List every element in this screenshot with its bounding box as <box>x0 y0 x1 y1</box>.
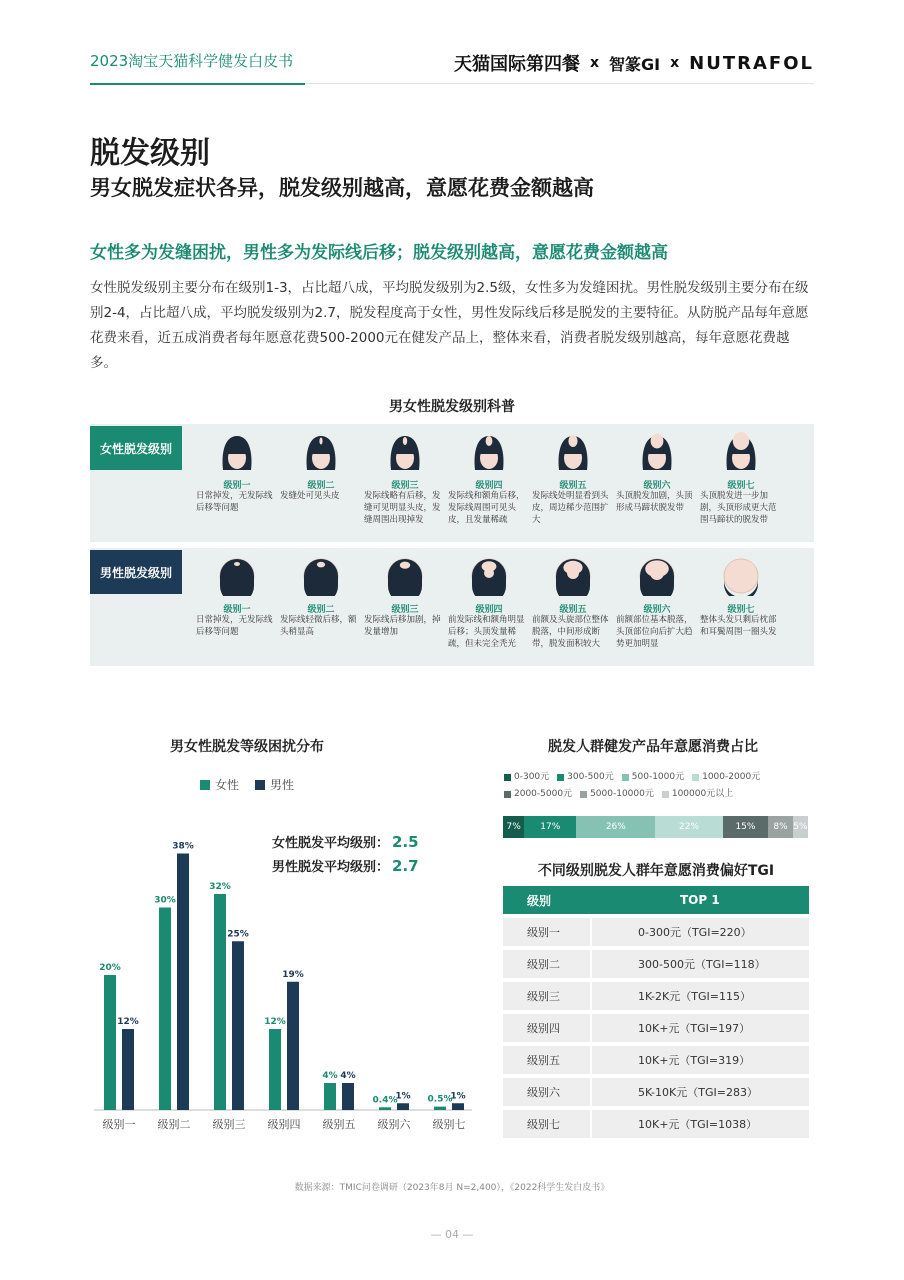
stack-legend-item <box>504 770 549 785</box>
stack-segment: 7% <box>503 816 524 838</box>
female-level-item <box>196 424 280 542</box>
legend-male-swatch <box>255 780 265 790</box>
level-description: 前额部位基本脱落，头顶部位向后扩大趋势更加明显 <box>616 615 693 649</box>
level-name: 级别六 <box>643 481 671 491</box>
tgi-top1-cell: 10K+元（TGI=197） <box>592 1014 809 1042</box>
level-name: 级别七 <box>727 481 755 491</box>
female-level-panel <box>90 424 814 542</box>
tgi-table-row <box>503 1078 809 1106</box>
stack-legend-item <box>557 770 614 785</box>
level-description: 头顶脱发进一步加剧，头顶形成更大范围马蹄状的脱发带 <box>700 491 777 525</box>
tgi-level-cell: 级别五 <box>503 1046 590 1074</box>
female-level-item <box>616 424 700 542</box>
level-description: 发际线和额角后移，发际线周围可见头皮，且发量稀疏 <box>448 491 525 525</box>
stack-segment: 17% <box>524 816 576 838</box>
level-name: 级别四 <box>475 481 503 491</box>
stack-legend-label: 1000-2000元 <box>702 772 761 782</box>
male-bar <box>287 982 299 1110</box>
level-description: 发际线后移加剧，掉发量增加 <box>364 615 441 637</box>
bar-data-label: 1% <box>395 1091 411 1102</box>
level-description: 前额及头旋部位整体脱落，中间形成断带，脱发面积较大 <box>532 615 609 649</box>
female-level-item <box>448 424 532 542</box>
female-bar <box>379 1107 391 1110</box>
tgi-table-body <box>503 918 809 1138</box>
bar-data-label: 38% <box>172 841 194 852</box>
level-description: 整体头发只剩后枕部和耳鬓周围一圈头发 <box>700 615 777 637</box>
female-bar <box>434 1107 446 1110</box>
bar-data-label: 32% <box>209 882 231 892</box>
female-bar <box>214 894 226 1110</box>
tgi-table-row <box>503 982 809 1010</box>
brand-separator: x <box>670 55 680 71</box>
female-panel-tab: 女性脱发级别 <box>90 426 182 470</box>
tgi-level-cell: 级别六 <box>503 1078 590 1106</box>
level-name: 级别五 <box>559 605 587 615</box>
male-head-icon <box>637 556 677 596</box>
section-heading: 女性多为发缝困扰，男性多为发际线后移；脱发级别越高，意愿花费金额越高 <box>90 243 668 263</box>
female-level-item <box>700 424 784 542</box>
tgi-level-cell: 级别七 <box>503 1110 590 1138</box>
bar-data-label: 4% <box>340 1071 356 1081</box>
male-bar <box>177 854 189 1111</box>
x-tick-label: 级别六 <box>377 1118 411 1131</box>
male-bar <box>452 1103 464 1110</box>
male-level-item <box>364 548 448 666</box>
level-description: 发际线略有后移，发缝可见明显头皮，发缝周围出现掉发 <box>364 491 441 525</box>
tgi-level-cell: 级别二 <box>503 950 590 978</box>
tgi-level-cell: 级别三 <box>503 982 590 1010</box>
tgi-table-row <box>503 1110 809 1138</box>
stack-legend-item <box>662 787 733 802</box>
female-head-icon <box>637 432 677 472</box>
female-level-item <box>532 424 616 542</box>
stack-chart-legend <box>504 770 810 804</box>
male-bar <box>122 1029 134 1110</box>
data-source-note: 数据来源：TMIC问卷调研（2023年8月 N=2,400），《2022科学生发白皮书》 <box>294 1183 610 1193</box>
tgi-top1-cell: 5K-10K元（TGI=283） <box>592 1078 809 1106</box>
tgi-table-header <box>503 886 809 914</box>
stack-legend-swatch <box>504 791 511 798</box>
level-name: 级别三 <box>391 605 419 615</box>
page-number: — 04 — <box>430 1228 474 1241</box>
stack-legend-label: 2000-5000元 <box>514 789 573 799</box>
bar-data-label: 12% <box>264 1017 286 1027</box>
tgi-table-row <box>503 1046 809 1074</box>
page-header <box>90 44 814 84</box>
level-name: 级别六 <box>643 605 671 615</box>
female-head-icon <box>217 432 257 472</box>
female-bar <box>159 908 171 1111</box>
stack-segment: 15% <box>723 816 769 838</box>
stack-legend-label: 100000元以上 <box>671 789 734 799</box>
female-bar <box>269 1029 281 1110</box>
level-description: 前发际线和额角明显后移；头顶发量稀疏，但未完全秃光 <box>448 615 525 649</box>
stack-legend-swatch <box>692 774 699 781</box>
male-level-item <box>532 548 616 666</box>
legend-female <box>200 776 239 793</box>
stack-segment: 26% <box>576 816 655 838</box>
male-panel-tab: 男性脱发级别 <box>90 550 182 594</box>
tgi-top1-cell: 300-500元（TGI=118） <box>592 950 809 978</box>
body-paragraph: 女性脱发级别主要分布在级别1-3，占比超八成，平均脱发级别为2.5级，女性多为发缝困扰。男性脱发级别主要分布在级别2-4，占比超八成，平均脱发级别为2.7，脱发程度高于女性，男性发际线后移是脱发的主要特征。从防脱产品每年意愿花费来看，近五成消费者每年愿意花费500-2000元在健发产品上，整体来看，消费者脱发级别越高，每年意愿花费越多。 <box>90 280 809 371</box>
male-head-icon <box>721 556 761 596</box>
female-level-item <box>280 424 364 542</box>
x-tick-label: 级别三 <box>212 1118 246 1131</box>
stack-segment: 5% <box>793 816 808 838</box>
bar-data-label: 19% <box>282 969 304 980</box>
infographic-title: 男女性脱发级别科普 <box>389 399 515 415</box>
tgi-top1-cell: 10K+元（TGI=1038） <box>592 1110 809 1138</box>
bar-data-label: 4% <box>322 1071 338 1081</box>
tgi-level-cell: 级别一 <box>503 918 590 946</box>
bar-chart-title: 男女性脱发等级困扰分布 <box>170 739 324 755</box>
brand-logos <box>454 50 814 76</box>
legend-male-label: 男性 <box>270 778 295 792</box>
level-description: 日常掉发，无发际线后移等问题 <box>196 491 273 513</box>
level-name: 级别二 <box>307 481 335 491</box>
page-subheading: 男女脱发症状各异，脱发级别越高，意愿花费金额越高 <box>90 176 594 200</box>
bar-data-label: 25% <box>227 929 249 940</box>
female-head-icon <box>469 432 509 472</box>
stack-segment: 22% <box>655 816 722 838</box>
bar-chart-legend <box>200 776 294 793</box>
male-level-item <box>616 548 700 666</box>
bar-data-label: 12% <box>117 1017 139 1027</box>
tgi-table-row <box>503 950 809 978</box>
female-bar <box>104 975 116 1110</box>
male-level-item <box>196 548 280 666</box>
stack-legend-item <box>622 770 684 785</box>
x-tick-label: 级别二 <box>157 1118 191 1131</box>
bar-data-label: 20% <box>99 963 121 973</box>
male-level-item <box>700 548 784 666</box>
tgi-table-row <box>503 1014 809 1042</box>
page-heading: 脱发级别 <box>90 136 210 171</box>
level-name: 级别七 <box>727 605 755 615</box>
female-head-icon <box>553 432 593 472</box>
level-description: 发缝处可见头皮 <box>280 491 340 501</box>
bar-data-label: 0.4% <box>372 1095 398 1106</box>
female-bar <box>324 1083 336 1110</box>
female-average-value: 2.5 <box>392 833 419 851</box>
x-tick-label: 级别五 <box>322 1118 356 1131</box>
male-level-panel <box>90 548 814 666</box>
level-distribution-bar-chart <box>90 830 480 1140</box>
bar-data-label: 30% <box>154 895 176 906</box>
brand-separator: x <box>590 55 600 71</box>
tgi-top1-cell: 0-300元（TGI=220） <box>592 918 809 946</box>
male-average-value: 2.7 <box>392 857 419 875</box>
report-title: 2023淘宝天猫科学健发白皮书 <box>90 52 294 70</box>
tgi-top1-cell: 10K+元（TGI=319） <box>592 1046 809 1074</box>
male-bar <box>342 1083 354 1110</box>
stack-legend-item <box>692 770 760 785</box>
female-level-item <box>364 424 448 542</box>
legend-female-swatch <box>200 780 210 790</box>
stack-legend-swatch <box>580 791 587 798</box>
male-head-icon <box>553 556 593 596</box>
bar-data-label: 1% <box>450 1091 466 1102</box>
male-head-icon <box>301 556 341 596</box>
male-head-icon <box>469 556 509 596</box>
stack-legend-swatch <box>504 774 511 781</box>
tgi-header-level: 级别 <box>527 893 552 908</box>
stack-legend-label: 500-1000元 <box>631 772 685 782</box>
stack-legend-swatch <box>622 774 629 781</box>
stack-legend-label: 300-500元 <box>567 772 614 782</box>
tgi-table-title: 不同级别脱发人群年意愿消费偏好TGI <box>537 863 775 879</box>
brand-gi-logo: 智篆GI <box>609 54 661 74</box>
male-bar <box>232 941 244 1110</box>
tgi-top1-cell: 1K-2K元（TGI=115） <box>592 982 809 1010</box>
x-tick-label: 级别一 <box>102 1118 136 1131</box>
female-head-icon <box>385 432 425 472</box>
x-tick-label: 级别四 <box>267 1118 301 1131</box>
level-name: 级别二 <box>307 605 335 615</box>
level-description: 发际线处明显看到头皮，周边稀少范围扩大 <box>532 491 609 525</box>
stack-legend-label: 5000-10000元 <box>590 789 654 799</box>
male-head-icon <box>217 556 257 596</box>
female-average-label: 女性脱发平均级别： <box>272 836 390 851</box>
male-head-icon <box>385 556 425 596</box>
stack-segment: 8% <box>768 816 792 838</box>
tgi-table-row <box>503 918 809 946</box>
tgi-table <box>503 886 809 1138</box>
stack-chart-title: 脱发人群健发产品年意愿消费占比 <box>548 739 758 755</box>
tgi-level-cell: 级别四 <box>503 1014 590 1042</box>
male-bar <box>397 1103 409 1110</box>
brand-tmall-logo: 天猫国际第四餐 <box>454 54 581 75</box>
male-average-label: 男性脱发平均级别： <box>272 860 390 875</box>
level-description: 日常掉发，无发际线后移等问题 <box>196 615 273 637</box>
brand-nutrafol-logo: NUTRAFOL <box>689 52 814 74</box>
female-head-icon <box>301 432 341 472</box>
x-tick-label: 级别七 <box>432 1118 466 1131</box>
tgi-header-top1: TOP 1 <box>680 893 720 907</box>
spending-share-stacked-bar <box>503 816 808 838</box>
bar-data-label: 0.5% <box>427 1094 453 1105</box>
stack-legend-item <box>580 787 654 802</box>
level-name: 级别五 <box>559 481 587 491</box>
level-name: 级别一 <box>223 605 251 615</box>
level-name: 级别一 <box>223 481 251 491</box>
stack-legend-swatch <box>662 791 669 798</box>
male-level-item <box>448 548 532 666</box>
level-description: 头顶脱发加剧，头顶形成马蹄状脱发带 <box>616 491 693 513</box>
level-name: 级别四 <box>475 605 503 615</box>
male-level-item <box>280 548 364 666</box>
female-head-icon <box>721 432 761 472</box>
stack-legend-label: 0-300元 <box>514 772 550 782</box>
level-description: 发际线轻微后移，额头稍显高 <box>280 615 357 637</box>
legend-female-label: 女性 <box>215 778 240 792</box>
stack-legend-item <box>504 787 572 802</box>
stack-legend-swatch <box>557 774 564 781</box>
legend-male <box>255 776 294 793</box>
report-title-underline <box>90 83 305 85</box>
level-name: 级别三 <box>391 481 419 491</box>
